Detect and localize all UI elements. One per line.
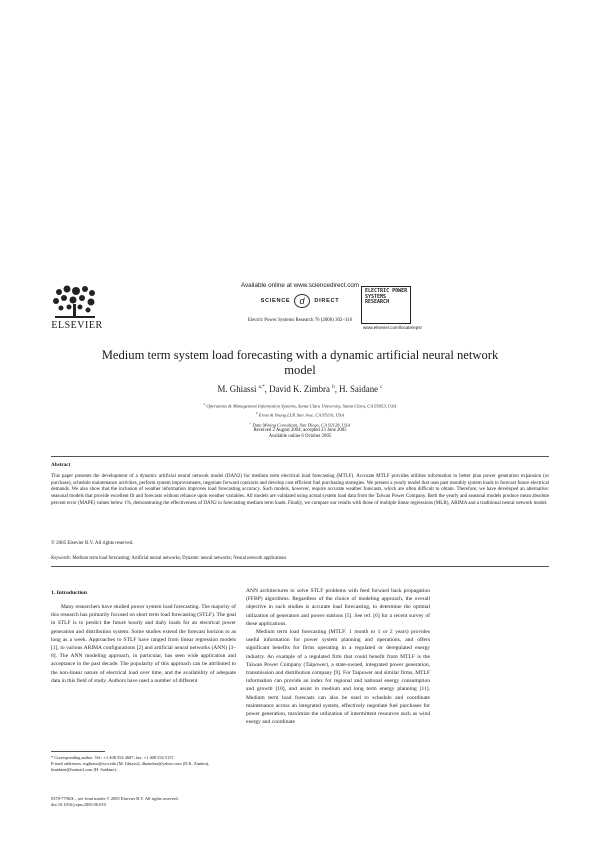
keywords-text: Medium term load forecasting; Artificial neural networks; Dynamic neural networks; Neural network applications [72, 556, 287, 561]
body-column-right [246, 587, 430, 726]
author-name: M. Ghiassi [217, 384, 257, 394]
keywords-line [51, 556, 286, 561]
email-addresses[interactable]: E-mail addresses: mghiassi@scu.edu (M. Ghiassi), dkzimbra@yahoo.com (D.K. Zimbra), hsaidane@hotmail.com (H. Saidane). [51, 761, 210, 773]
affiliation-list [100, 401, 500, 429]
corresponding-author-note: * Corresponding author. Tel.: +1 408 554 4687; fax: +1 408 554 5157. [51, 755, 175, 760]
body-paragraph: ANN architectures to solve STLF problems with feed forward back propagation (FFBP) algorithms. Regardless of the choice of modeling approach, the overall objective in such studies is accurate load forecasting, to determine the optimal utilization of generators and power stations [5]. See ref. [6] for a recent survey of these applications. [246, 588, 430, 627]
issn-line: 0378-7796/$ – see front matter © 2005 Elsevier B.V. All rights reserved. [51, 796, 179, 801]
sciencedirect-d-icon: d [294, 294, 310, 308]
body-paragraph: Many researchers have studied power system load forecasting. The majority of this research has primarily focused on short term load forecasting (STLF). The goal in STLF is to predict the future hourly and daily loads for an electrical power generation and distribution system. Some studies extend the forecast horizon to as long as a week. Approaches to STLF have ranged from linear regression models [1], to various ARIMA configurations [2] and artificial neural networks (ANN) [3–8]. The ANN modeling approach, in particular, has seen wide application and acceptance in the past decade. The popularity of this approach can be attributed to the non-linear nature of electrical load over time, and the availability of adequate data in this field of study. Authors have used a number of different [51, 604, 236, 684]
author-marks: c [380, 385, 383, 391]
journal-logo-text: ELECTRIC POWER SYSTEMS RESEARCH [365, 288, 408, 305]
affiliation-item [100, 401, 500, 410]
affiliation-item [100, 410, 500, 419]
author-name: H. Saidane [339, 384, 379, 394]
abstract-bottom-rule [51, 566, 549, 567]
footnote-block [51, 755, 236, 774]
affiliation-mark: a [203, 402, 206, 406]
received-date: Received 2 August 2004; accepted 23 June 2005 [253, 428, 347, 433]
author-name: David K. Zimbra [269, 384, 330, 394]
sciencedirect-left: SCIENCE [260, 298, 291, 304]
journal-cover-logo [361, 286, 411, 324]
available-online-text[interactable]: Available online at www.sciencedirect.com [240, 282, 360, 289]
keywords-label: Keywords: [51, 556, 72, 561]
abstract-copyright: © 2005 Elsevier B.V. All rights reserved. [51, 541, 134, 546]
abstract-top-rule [51, 456, 549, 457]
sciencedirect-right: DIRECT [314, 298, 340, 304]
section-heading: 1. Introduction [51, 590, 87, 596]
publisher-name: ELSEVIER [51, 320, 103, 331]
abstract-text: This paper presents the development of a dynamic artificial neural network model (DAN2) for medium term electrical load forecasting (MTLF). Accurate MTLF provides utilities information to better plan power generation expansion (or purchase), schedule maintenance activities, perform system improvements, negotiate forward contracts and develop cost efficient fuel purchasing strategies. We present a yearly model that uses past monthly system loads to forecast future electrical demands. We also show that the inclusion of weather information improves load forecasting accuracy. Such models, however, require accurate weather forecasts, which are often difficult to obtain. Therefore, we have developed an alternative: seasonal models that provide excellent fit and forecasts without reliance upon weather variables. All models are validated using actual system load data from the Taiwan Power Company. Both the yearly and seasonal models produce mean absolute percent error (MAPE) values below 1%, demonstrating the effectiveness of DAN2 in forecasting medium term loads. Finally, we compare our results with those of multiple linear regressions (MLR), ARIMA and a traditional neural network model. [51, 474, 549, 506]
abstract-heading: Abstract [51, 462, 71, 468]
affiliation-text: Ernst & Young LLP, San Jose, CA 95110, USA [258, 412, 345, 418]
author-marks: a,* [258, 385, 265, 391]
affiliation-text: Operations & Management Information Systems, Santa Clara University, Santa Clara, CA 95053, USA [206, 403, 397, 409]
article-dates [100, 428, 500, 441]
available-date: Available online 6 October 2005 [268, 434, 332, 440]
body-paragraph: Medium term load forecasting (MTLF: 1 month to 1 or 2 years) provides useful information for power system planning and operations, and offers significant benefits for firms operating in a regulated or deregulated energy industry. An example of a regulated firm that could benefit from MTLF is the Taiwan Power Company (Taipower), a state-owned, integrated power generation, transmission and distribution company [9]. For Taipower and similar firms, MTLF information can provide an index for regional and national energy consumption and growth [10], and assist in medium and long term energy planning [11]. Medium term load forecasts can also be used to schedule and coordinate maintenance across an integrated system, effectively negotiate fuel purchases for power generation, maximize the utilization of intermittent resources such as wind energy and coordinate [246, 629, 430, 726]
author-list: M. Ghiassi $^{a,*}$, David K. Zimbra $^b$, H. Saidane $^c$ [217, 384, 383, 394]
affiliation-mark: c [249, 420, 252, 425]
body-column-left [51, 603, 236, 685]
article-title: Medium term system load forecasting with a dynamic artificial neural network model [101, 348, 499, 377]
footnote-rule [51, 751, 105, 752]
doi-link[interactable]: doi:10.1016/j.epsr.2005.06.010 [51, 802, 106, 808]
affiliation-mark: b [255, 411, 258, 416]
issn-block [51, 796, 251, 808]
journal-citation: Electric Power Systems Research 76 (2006) 302–316 [247, 318, 353, 323]
author-marks: b [332, 385, 335, 391]
affiliation-text: Data Mining Consultant, San Diego, CA 92128, USA [252, 422, 351, 428]
journal-url-link[interactable]: www.elsevier.com/locate/epsr [363, 325, 423, 330]
